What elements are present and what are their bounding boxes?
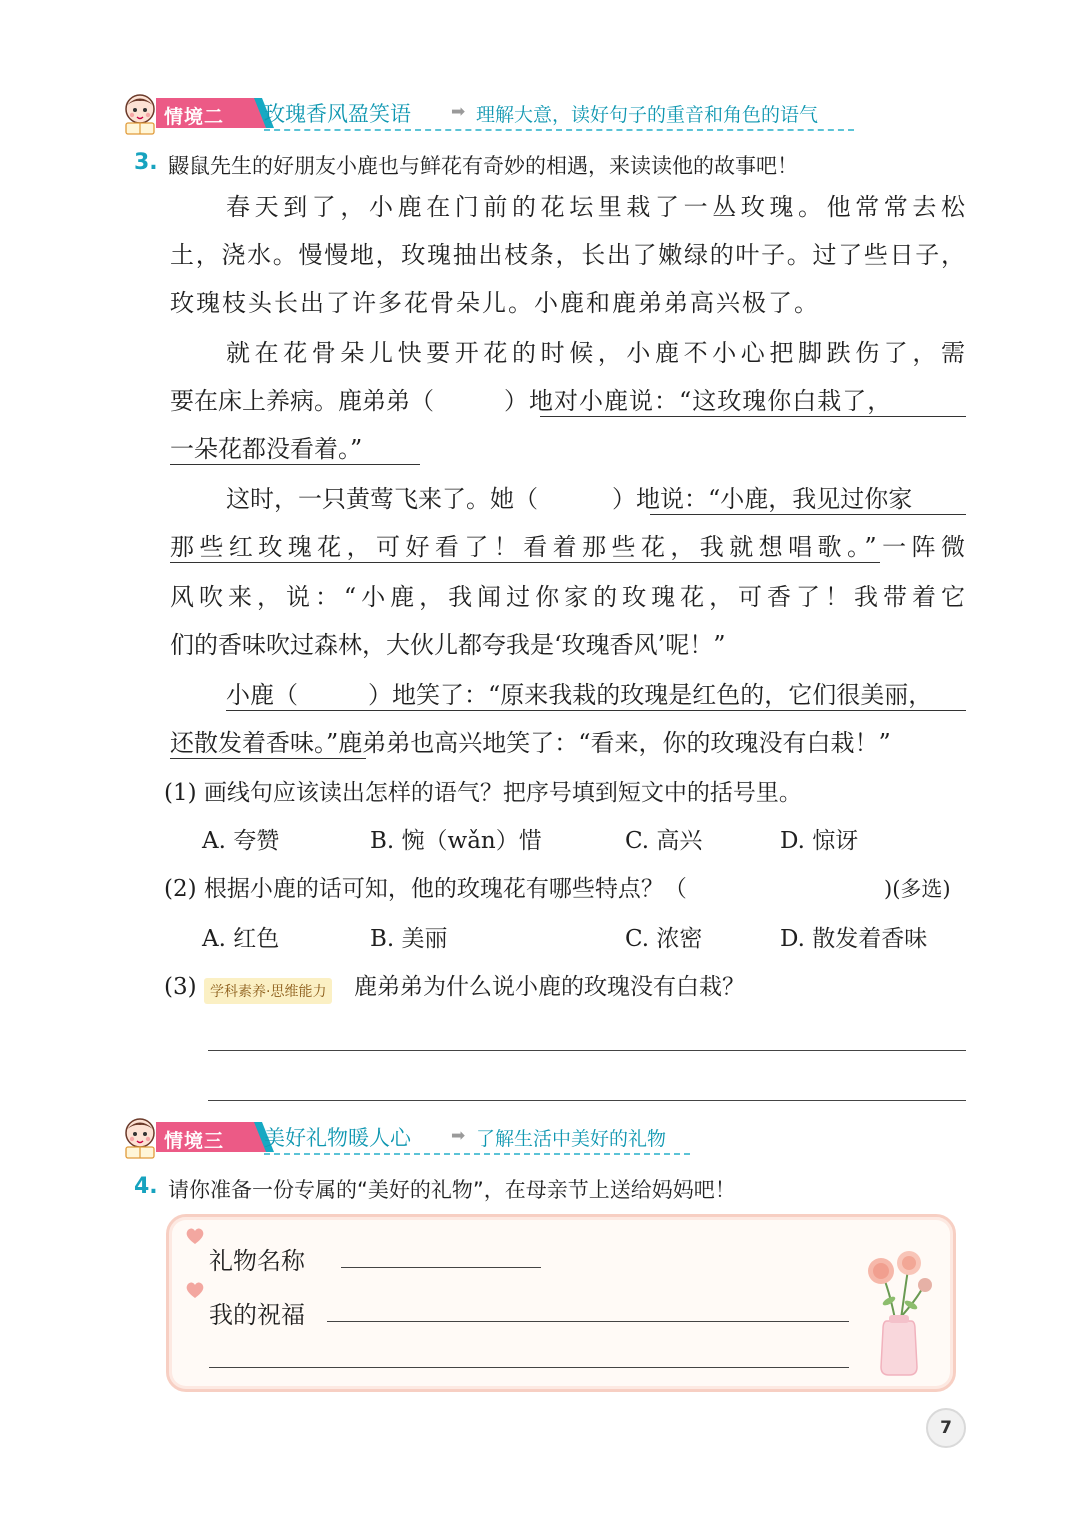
- scene-divider: [264, 1153, 690, 1155]
- question-number: 3.: [134, 150, 158, 175]
- arrow-right-icon: ➡: [451, 102, 466, 122]
- story-text: ）地说：“小鹿，我见过你家: [612, 485, 913, 513]
- answer-line[interactable]: [208, 1050, 966, 1051]
- competency-badge: 学科素养·思维能力: [204, 978, 332, 1004]
- option-d[interactable]: D. 惊讶: [780, 828, 859, 854]
- story-text: ）地笑了：“原来我栽的玫瑰是红色的，它们很美丽，: [368, 681, 933, 709]
- subquestion-3: 鹿弟弟为什么说小鹿的玫瑰没有白栽？: [354, 974, 745, 1000]
- underline: [540, 416, 966, 417]
- option-c[interactable]: C. 高兴: [625, 828, 703, 854]
- story-line: 春天到了，小鹿在门前的花坛里栽了一丛玫瑰。他常常去松: [226, 193, 965, 221]
- story-line: 一朵花都没看着。”: [170, 435, 363, 463]
- gift-name-input[interactable]: [341, 1267, 541, 1268]
- underline: [170, 562, 880, 563]
- story-line: 那些红玫瑰花，可好看了！看着那些花，我就想唱歌。”一阵微: [170, 533, 965, 561]
- answer-blank[interactable]: [778, 874, 878, 904]
- scene-tag-label: 情境三: [164, 1130, 225, 1152]
- subquestion-2: (2) 根据小鹿的话可知，他的玫瑰花有哪些特点？（: [164, 876, 687, 902]
- option-b[interactable]: B. 惋（wǎn）惜: [370, 828, 542, 854]
- option-d[interactable]: D. 散发着香味: [780, 926, 928, 952]
- underline: [170, 758, 366, 759]
- story-text: ）地对小鹿说：“这玫瑰你白栽了，: [504, 387, 893, 415]
- mascot-icon: [120, 1116, 160, 1160]
- blessing-input[interactable]: [327, 1321, 849, 1322]
- multi-select-note: )(多选): [884, 877, 951, 901]
- story-line: 们的香味吹过森林，大伙儿都夸我是‘玫瑰香风’呢！”: [170, 631, 726, 659]
- option-a[interactable]: A. 红色: [202, 926, 280, 952]
- story-line: 土，浇水。慢慢地，玫瑰抽出枝条，长出了嫩绿的叶子。过了些日子，: [170, 241, 965, 269]
- blessing-label: 我的祝福: [209, 1301, 305, 1329]
- arrow-right-icon: ➡: [451, 1126, 466, 1146]
- underline: [226, 710, 966, 711]
- story-line: 还散发着香味。”鹿弟弟也高兴地笑了：“看来，你的玫瑰没有白栽！”: [170, 729, 891, 757]
- scene-header-2: [120, 96, 860, 136]
- story-text: 小鹿（: [226, 681, 298, 709]
- scene-title: 玫瑰香风盈笑语: [264, 102, 411, 126]
- heart-icon: [185, 1227, 205, 1245]
- scene-tag-label: 情境二: [164, 106, 225, 128]
- scene-subtitle: 了解生活中美好的礼物: [476, 1128, 667, 1150]
- subquestion-3-number: (3): [164, 974, 197, 1000]
- subquestion-1: (1) 画线句应该读出怎样的语气？把序号填到短文中的括号里。: [164, 780, 802, 806]
- question-number: 4.: [134, 1174, 158, 1199]
- question-prompt: 请你准备一份专属的“美好的礼物”，在母亲节上送给妈妈吧！: [168, 1178, 736, 1202]
- option-a[interactable]: A. 夸赞: [202, 828, 280, 854]
- story-line-with-blank: [170, 386, 965, 416]
- story-text: 要在床上养病。鹿弟弟（: [170, 387, 434, 415]
- gift-card: [166, 1214, 956, 1392]
- mascot-icon: [120, 92, 160, 136]
- scene-subtitle: 理解大意，读好句子的重音和角色的语气: [476, 104, 819, 126]
- gift-name-label: 礼物名称: [209, 1247, 305, 1275]
- question-prompt: 鼹鼠先生的好朋友小鹿也与鲜花有奇妙的相遇，来读读他的故事吧！: [168, 154, 798, 178]
- option-c[interactable]: C. 浓密: [625, 926, 703, 952]
- story-line: 就在花骨朵儿快要开花的时候，小鹿不小心把脚跌伤了，需: [226, 339, 965, 367]
- heart-icon: [185, 1281, 205, 1299]
- story-line: 玫瑰枝头长出了许多花骨朵儿。小鹿和鹿弟弟高兴极了。: [170, 289, 820, 317]
- story-line-with-blank: [226, 484, 1021, 514]
- underline: [170, 464, 420, 465]
- story-text: 这时，一只黄莺飞来了。她（: [226, 485, 538, 513]
- option-b[interactable]: B. 美丽: [370, 926, 448, 952]
- scene-header-3: [120, 1120, 860, 1160]
- flower-vase-icon: [859, 1249, 943, 1379]
- scene-divider: [264, 129, 854, 131]
- answer-line[interactable]: [208, 1100, 966, 1101]
- page-number: 7: [926, 1408, 966, 1448]
- story-line: 风吹来，说：“小鹿，我闻过你家的玫瑰花，可香了！我带着它: [170, 583, 965, 611]
- blessing-input-line-2[interactable]: [209, 1367, 849, 1368]
- underline: [650, 514, 966, 515]
- story-line-with-blank: [226, 680, 1021, 710]
- scene-title: 美好礼物暖人心: [264, 1126, 411, 1150]
